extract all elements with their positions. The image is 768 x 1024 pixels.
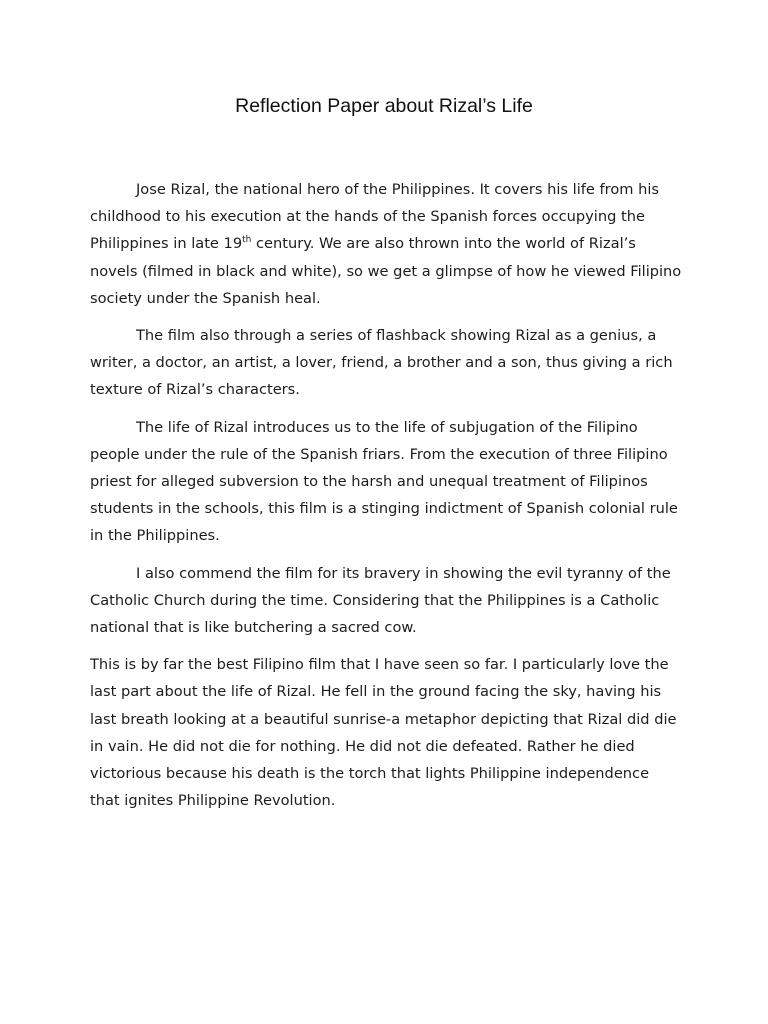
paragraph-1 — [90, 176, 682, 312]
paragraph-5: This is by far the best Filipino film that I have seen so far. I particularly love the last part about the life of Rizal. He fell in the ground facing the sky, having his last breath looking at a beautiful sunrise-a metaphor depicting that Rizal did die in vain. He did not die for nothing. He did not die defeated. Rather he died victorious because his death is the torch that lights Philippine independence that ignites Philippine Revolution. — [90, 656, 677, 810]
paragraph-2: The film also through a series of flashback showing Rizal as a genius, a writer, a doctor, an artist, a lover, friend, a brother and a son, thus giving a rich texture of Rizal’s characters. — [90, 327, 673, 399]
ordinal-superscript: th — [242, 235, 252, 246]
paragraph-1-text-continued: century. We are also thrown into the world of Rizal’s novels (filmed in black and white), so we get a glimpse of how he viewed Filipino society under the Spanish heal. — [90, 235, 682, 307]
document-title: Reflection Paper about Rizal’s Life — [235, 95, 533, 117]
paragraph-3: The life of Rizal introduces us to the life of subjugation of the Filipino people under the rule of the Spanish friars. From the execution of three Filipino priest for alleged subversion to the harsh and unequal treatment of Filipinos students in the schools, this film is a stinging indictment of Spanish colonial rule in the Philippines. — [90, 418, 678, 545]
paragraph-4: I also commend the film for its bravery in showing the evil tyranny of the Catholic Church during the time. Considering that the Philippines is a Catholic national that is like butchering a sacred cow. — [90, 564, 671, 637]
paragraph-1-text: Jose Rizal, the national hero of the Philippines. It covers his life from his childhood to his execution at the hands of the Spanish forces occupying the Philippines in late 19 — [90, 181, 660, 253]
document-body — [90, 176, 682, 824]
